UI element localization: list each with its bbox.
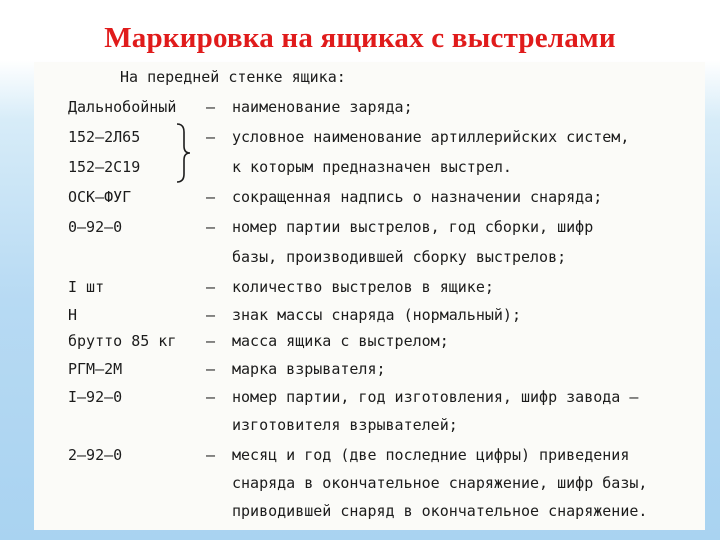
marking-row [34,446,705,470]
marking-description: масса ящика с выстрелом; [232,332,449,350]
separator-dash: – [206,332,216,350]
marking-description: к которым предназначен выстрел. [232,158,512,176]
marking-code: I–92–0 [68,388,123,406]
marking-row [34,502,705,526]
slide-title: Маркировка на ящиках с выстрелами [104,22,616,54]
separator-dash: – [206,306,216,324]
marking-row [34,128,705,152]
document-heading: На передней стенке ящика: [120,68,346,86]
marking-code: РГМ–2М [68,360,123,378]
marking-description: количество выстрелов в ящике; [232,278,494,296]
marking-row [34,188,705,212]
marking-description: марка взрывателя; [232,360,386,378]
marking-code: 0–92–0 [68,218,123,236]
marking-row [34,98,705,122]
marking-row [34,416,705,440]
separator-dash: – [206,218,216,236]
marking-code: 152–2С19 [68,158,141,176]
separator-dash: – [206,98,216,116]
marking-description: месяц и год (две последние цифры) приведения [232,446,630,464]
marking-description: номер партии выстрелов, год сборки, шифр [232,218,594,236]
marking-description: изготовителя взрывателей; [232,416,458,434]
marking-description: сокращенная надпись о назначении снаряда; [232,188,603,206]
marking-code: I шт [68,278,105,296]
separator-dash: – [206,360,216,378]
scanned-document [34,62,705,530]
separator-dash: – [206,388,216,406]
marking-code: 2–92–0 [68,446,123,464]
marking-row [34,332,705,356]
separator-dash: – [206,128,216,146]
marking-row [34,278,705,302]
marking-description: базы, производившей сборку выстрелов; [232,248,567,266]
separator-dash: – [206,446,216,464]
marking-description: снаряда в окончательное снаряжение, шифр базы, [232,474,648,492]
marking-row [34,474,705,498]
marking-description: приводившей снаряд в окончательное снаряжение. [232,502,648,520]
separator-dash: – [206,188,216,206]
marking-description: условное наименование артиллерийских систем, [232,128,630,146]
marking-row [34,248,705,272]
marking-row [34,306,705,330]
marking-row [34,158,705,182]
marking-description: знак массы снаряда (нормальный); [232,306,521,324]
separator-dash: – [206,278,216,296]
marking-code: брутто 85 кг [68,332,177,350]
marking-description: наименование заряда; [232,98,413,116]
marking-code: Н [68,306,78,324]
marking-code: ОСК–ФУГ [68,188,132,206]
marking-code: Дальнобойный [68,98,177,116]
marking-code: 152–2Л65 [68,128,141,146]
marking-row [34,388,705,412]
marking-row [34,360,705,384]
marking-description: номер партии, год изготовления, шифр завода – [232,388,639,406]
marking-row [34,218,705,242]
